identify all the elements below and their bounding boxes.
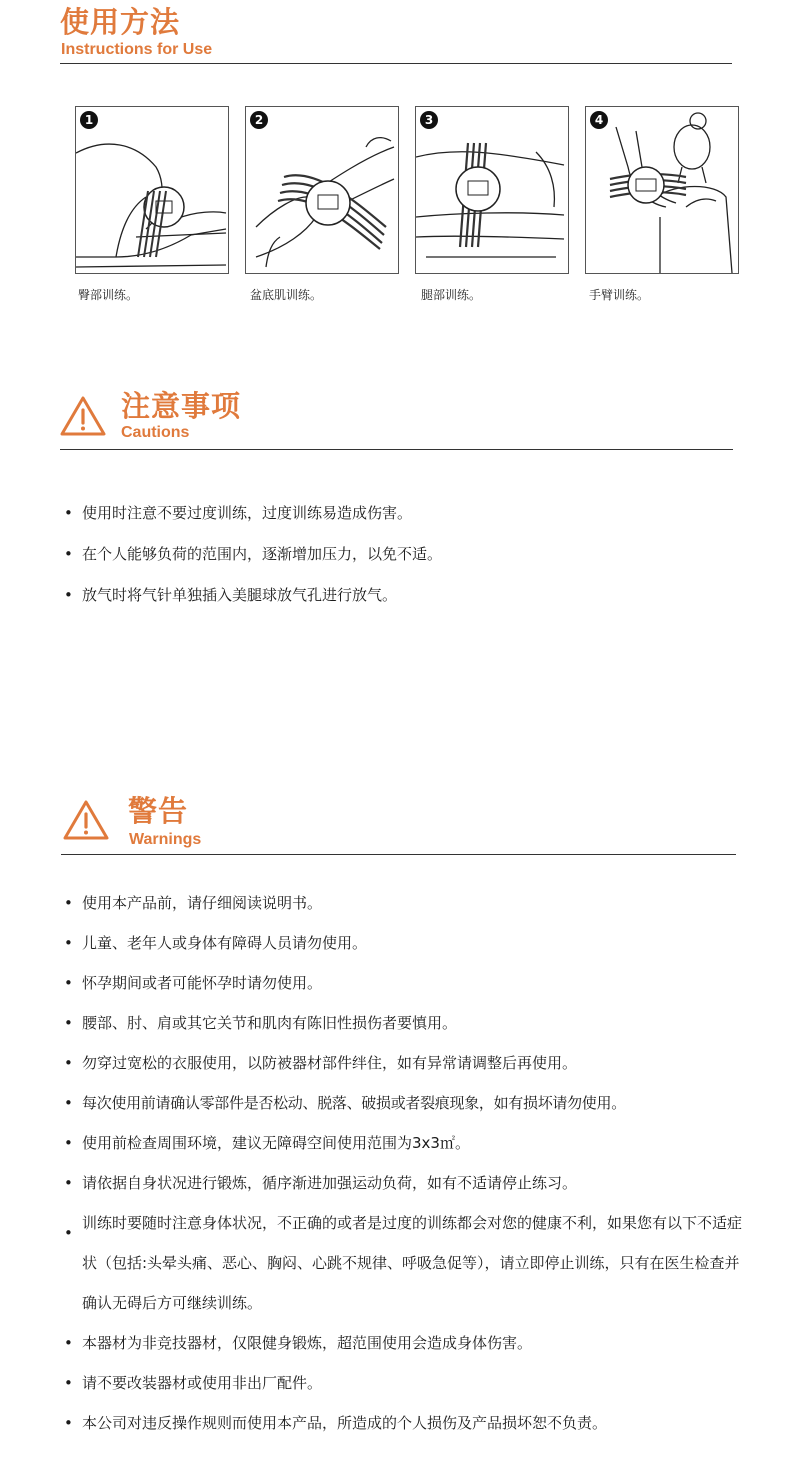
cautions-warning-icon xyxy=(59,395,107,437)
pelvic-floor-training-drawing xyxy=(246,107,398,273)
step-4-caption: 手臂训练。 xyxy=(589,288,650,302)
list-item: • 使用本产品前，请仔细阅读说明书。 xyxy=(64,894,323,912)
warnings-list xyxy=(0,893,790,1453)
instructions-subtitle: Instructions for Use xyxy=(61,41,213,58)
list-item: • 使用前检查周围环境，建议无障碍空间使用范围为3x3㎡。 xyxy=(64,1134,470,1152)
warnings-title: 警告 xyxy=(128,794,189,828)
leg-training-drawing xyxy=(416,107,568,273)
step-3-caption: 腿部训练。 xyxy=(421,288,482,302)
list-item: • 怀孕期间或者可能怀孕时请勿使用。 xyxy=(64,974,323,992)
list-item: • 本器材为非竞技器材，仅限健身锻炼，超范围使用会造成身体伤害。 xyxy=(64,1334,533,1352)
list-item: • 请不要改装器材或使用非出厂配件。 xyxy=(64,1374,323,1392)
arm-training-drawing xyxy=(586,107,738,273)
list-item: • 在个人能够负荷的范围内，逐渐增加压力，以免不适。 xyxy=(64,545,443,563)
cautions-divider xyxy=(60,449,733,450)
cautions-list xyxy=(0,503,442,626)
warnings-subtitle: Warnings xyxy=(129,831,202,848)
step-4-illustration xyxy=(585,106,739,274)
list-item: • 勿穿过宽松的衣服使用，以防被器材部件绊住，如有异常请调整后再使用。 xyxy=(64,1054,578,1072)
step-2-caption: 盆底肌训练。 xyxy=(250,288,323,302)
list-item: • 训练时要随时注意身体状况，不正确的或者是过度的训练都会对您的健康不利，如果您有以下不适症状（包括:头晕头痛、恶心、胸闷、心跳不规律、呼吸急促等），请立即停止训练，只有在医生检查并确认无碍后方可继续训练。 xyxy=(64,1214,743,1312)
cautions-subtitle: Cautions xyxy=(121,424,190,441)
warnings-warning-icon xyxy=(62,799,110,841)
cautions-title: 注意事项 xyxy=(121,389,242,423)
step-3-illustration xyxy=(415,106,569,274)
list-item: • 儿童、老年人或身体有障碍人员请勿使用。 xyxy=(64,934,368,952)
list-item: • 本公司对违反操作规则而使用本产品，所造成的个人损伤及产品损坏恕不负责。 xyxy=(64,1414,608,1432)
list-item: • 放气时将气针单独插入美腿球放气孔进行放气。 xyxy=(64,586,398,604)
list-item: • 使用时注意不要过度训练，过度训练易造成伤害。 xyxy=(64,504,413,522)
step-1-number: 1 xyxy=(80,111,98,129)
step-3-number: 3 xyxy=(420,111,438,129)
instructions-title: 使用方法 xyxy=(60,5,181,39)
warnings-divider xyxy=(61,854,736,855)
glute-training-drawing xyxy=(76,107,228,273)
step-4-number: 4 xyxy=(590,111,608,129)
step-2-illustration xyxy=(245,106,399,274)
list-item: • 每次使用前请确认零部件是否松动、脱落、破损或者裂痕现象，如有损坏请勿使用。 xyxy=(64,1094,626,1112)
step-1-illustration xyxy=(75,106,229,274)
list-item: • 请依据自身状况进行锻炼，循序渐进加强运动负荷，如有不适请停止练习。 xyxy=(64,1174,578,1192)
step-2-number: 2 xyxy=(250,111,268,129)
list-item: • 腰部、肘、肩或其它关节和肌肉有陈旧性损伤者要慎用。 xyxy=(64,1014,458,1032)
instructions-divider xyxy=(60,63,732,64)
step-1-caption: 臀部训练。 xyxy=(78,288,139,302)
